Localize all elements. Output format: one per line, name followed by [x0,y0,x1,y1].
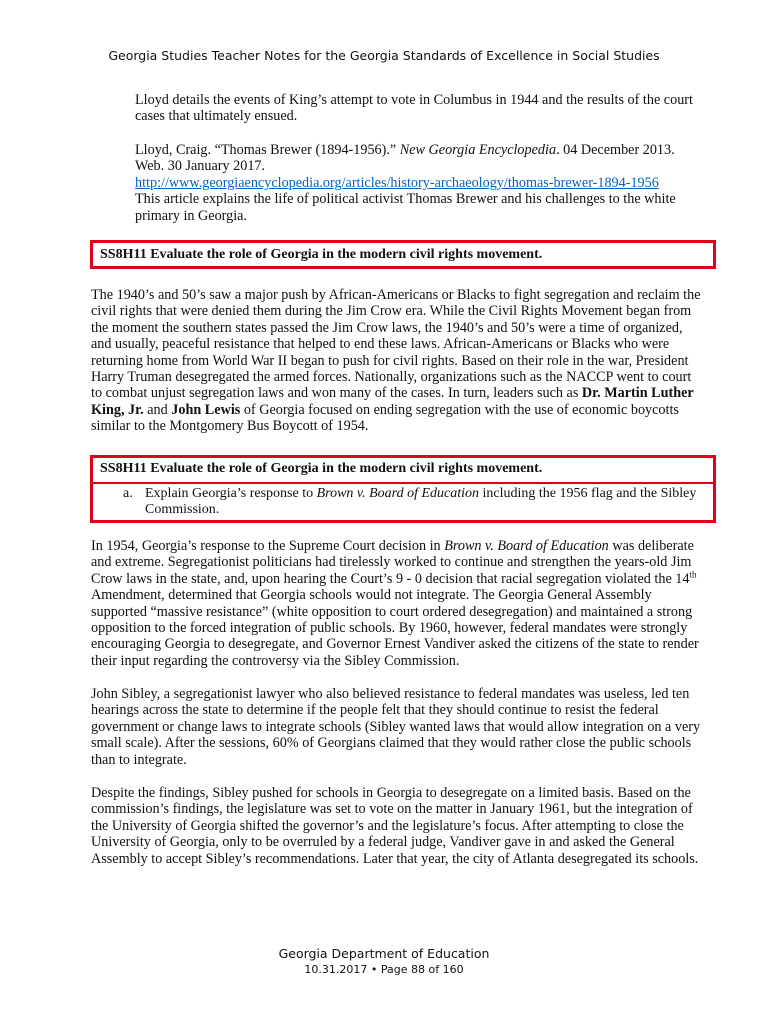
paragraph-civil-rights-overview: The 1940’s and 50’s saw a major push by African-Americans or Blacks to fight segregation and reclaim the civil rights that were denied them during the Jim Crow era. While the Civil Rights Movement began from the moment the southern states passed the Jim Crow laws, the 1940’s and 50’s were a time of organized, and usually, peaceful resistance that helped to end these laws. African-Americans or Blacks who were returning home from World War II began to push for civil rights. Based on their role in the war, President Harry Truman desegregated the armed forces. Nationally, organizations such as the NACCP went to court to combat unjust segregation laws and won many of the cases. In turn, leaders such as Dr. Martin Luther King, Jr. and John Lewis of Georgia focused on ending segregation with the use of economic boycotts similar to the Montgomery Bus Boycott of 1954. [91,287,701,435]
citation-source: New Georgia Encyclopedia [399,142,557,158]
mlk-name: Dr. Martin Luther King, Jr. [91,385,694,418]
standard-box-2 [90,455,716,523]
paragraph-sibley-commission: John Sibley, a segregationist lawyer who also believed resistance to federal mandates was useless, led ten hearings across the state to determine if the people felt that they should continue to resist the federal government or change laws to integrate schools (Sibley wanted laws that would allow integration on a very small scale). After the sessions, 60% of Georgians claimed that they would rather close the public schools than to integrate. [91,686,701,768]
standard-box-1 [90,240,716,269]
paragraph-brown-response: In 1954, Georgia’s response to the Supreme Court decision in Brown v. Board of Education was deliberate and extreme. Segregationist politicians had tirelessly worked to continue and strengthen the years-old Jim Crow laws in the state, and, upon hearing the Court’s 9 - 0 decision that racial segregation violated the 14th Amendment, determined that Georgia schools would not integrate. The Georgia General Assembly supported “massive resistance” (white opposition to court ordered desegregation) and maintained a strong opposition to the forced integration of public schools. By 1960, however, federal mandates were strongly encouraging Georgia to desegregate, and Governor Ernest Vandiver asked the citizens of the state to render their input regarding the controversy via the Sibley Commission. [91,538,699,669]
case-name: Brown v. Board of Education [444,538,609,554]
standard-element-a: a. Explain Georgia’s response to Brown v. Board of Education including the 1956 flag and the Sibley Commission. [93,482,713,521]
standard-label: SS8H11 Evaluate the role of Georgia in the modern civil rights movement. [100,461,543,476]
reference-description: This article explains the life of political activist Thomas Brewer and his challenges to the white primary in Georgia. [135,191,676,224]
citation-text: Lloyd, Craig. “Thomas Brewer (1894-1956).” [135,142,400,158]
footer-date-page: 10.31.2017 • Page 88 of 160 [304,963,464,976]
footer-organization: Georgia Department of Education [278,946,490,961]
element-letter: a. [123,486,133,501]
standard-label: SS8H11 Evaluate the role of Georgia in the modern civil rights movement. [100,247,543,262]
page-header: Georgia Studies Teacher Notes for the Georgia Standards of Excellence in Social Studies [108,48,660,63]
paragraph-desegregation-outcome: Despite the findings, Sibley pushed for schools in Georgia to desegregate on a limited basis. Based on the commission’s findings, the legislature was set to vote on the matter in January 1961, but the integration of the University of Georgia shifted the governor’s and the legislature’s focus. After attempting to close the University of Georgia, only to be overruled by a federal judge, Vandiver gave in and asked the General Assembly to accept Sibley’s recommendations. Later that year, the city of Atlanta desegregated its schools. [91,785,699,867]
brewer-article-link[interactable]: http://www.georgiaencyclopedia.org/articles/history-archaeology/thomas-brewer-1894-1956 [135,174,659,191]
reference-lloyd-king-description: Lloyd details the events of King’s attempt to vote in Columbus in 1944 and the results of the court cases that ultimately ensued. [135,92,693,125]
case-name: Brown v. Board of Education [316,486,480,501]
john-lewis-name: John Lewis [171,401,241,418]
citation-date: . 04 December 2013. Web. 30 January 2017. [135,142,675,175]
reference-brewer [135,142,700,224]
ordinal-suffix: th [689,569,697,580]
